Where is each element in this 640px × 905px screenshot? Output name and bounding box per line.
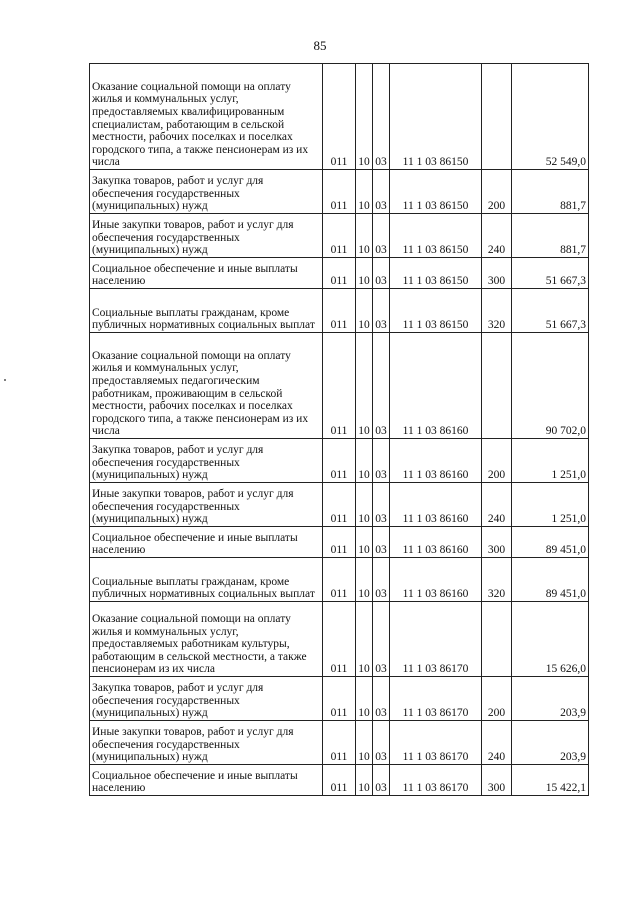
table-row [90,677,589,721]
ministry-code: 011 [323,64,356,170]
table-row [90,333,589,439]
row-description: Оказание социальной помощи на оплату жилья и коммунальных услуг, предоставляемых педагогическим работникам, проживающим в сельской местности, рабочих поселках и поселках городского типа, а также пенсионерам из их числа [90,333,323,439]
amount-value: 15 626,0 [512,602,589,677]
subsection-code: 03 [373,289,390,333]
table-row [90,439,589,483]
subsection-code: 03 [373,602,390,677]
program-code: 11 1 03 86170 [390,721,482,765]
amount-value: 89 451,0 [512,558,589,602]
amount-value: 1 251,0 [512,439,589,483]
program-code: 11 1 03 86170 [390,602,482,677]
budget-table-body [90,64,589,796]
subsection-code: 03 [373,677,390,721]
program-code: 11 1 03 86150 [390,64,482,170]
section-code: 10 [356,439,373,483]
table-row [90,258,589,289]
table-row [90,765,589,796]
row-description: Оказание социальной помощи на оплату жилья и коммунальных услуг, предоставляемых квалифицированным специалистам, работающим в сельской местности, рабочих поселках и поселках городского типа, а также пенсионерам из их числа [90,64,323,170]
table-row [90,214,589,258]
ministry-code: 011 [323,721,356,765]
amount-value: 203,9 [512,721,589,765]
program-code: 11 1 03 86160 [390,558,482,602]
row-description: Закупка товаров, работ и услуг для обеспечения государственных (муниципальных) нужд [90,677,323,721]
budget-table [89,63,589,796]
row-description: Оказание социальной помощи на оплату жилья и коммунальных услуг, предоставляемых работникам культуры, работающим в сельской местности, а также пенсионерам из их числа [90,602,323,677]
subsection-code: 03 [373,258,390,289]
section-code: 10 [356,170,373,214]
row-description: Социальное обеспечение и иные выплаты населению [90,258,323,289]
section-code: 10 [356,333,373,439]
amount-value: 15 422,1 [512,765,589,796]
amount-value: 881,7 [512,214,589,258]
expense-type-code: 240 [482,721,512,765]
ministry-code: 011 [323,527,356,558]
section-code: 10 [356,527,373,558]
subsection-code: 03 [373,333,390,439]
table-row [90,602,589,677]
table-row [90,289,589,333]
row-description: Социальные выплаты гражданам, кроме публичных нормативных социальных выплат [90,289,323,333]
program-code: 11 1 03 86160 [390,527,482,558]
ministry-code: 011 [323,333,356,439]
table-row [90,721,589,765]
row-description: Закупка товаров, работ и услуг для обеспечения государственных (муниципальных) нужд [90,170,323,214]
table-row [90,527,589,558]
amount-value: 51 667,3 [512,258,589,289]
ministry-code: 011 [323,677,356,721]
expense-type-code [482,602,512,677]
subsection-code: 03 [373,558,390,602]
row-description: Иные закупки товаров, работ и услуг для обеспечения государственных (муниципальных) нужд [90,214,323,258]
subsection-code: 03 [373,765,390,796]
table-row [90,558,589,602]
expense-type-code [482,64,512,170]
ministry-code: 011 [323,765,356,796]
table-row [90,64,589,170]
ministry-code: 011 [323,214,356,258]
table-row [90,483,589,527]
section-code: 10 [356,677,373,721]
ministry-code: 011 [323,558,356,602]
section-code: 10 [356,765,373,796]
row-description: Закупка товаров, работ и услуг для обеспечения государственных (муниципальных) нужд [90,439,323,483]
row-description: Социальное обеспечение и иные выплаты населению [90,527,323,558]
section-code: 10 [356,483,373,527]
program-code: 11 1 03 86150 [390,258,482,289]
program-code: 11 1 03 86160 [390,333,482,439]
program-code: 11 1 03 86160 [390,439,482,483]
section-code: 10 [356,64,373,170]
program-code: 11 1 03 86170 [390,765,482,796]
amount-value: 203,9 [512,677,589,721]
ministry-code: 011 [323,602,356,677]
section-code: 10 [356,258,373,289]
expense-type-code: 200 [482,170,512,214]
row-description: Иные закупки товаров, работ и услуг для обеспечения государственных (муниципальных) нужд [90,721,323,765]
program-code: 11 1 03 86160 [390,483,482,527]
program-code: 11 1 03 86170 [390,677,482,721]
section-code: 10 [356,721,373,765]
ministry-code: 011 [323,289,356,333]
amount-value: 881,7 [512,170,589,214]
expense-type-code [482,333,512,439]
amount-value: 89 451,0 [512,527,589,558]
subsection-code: 03 [373,483,390,527]
expense-type-code: 200 [482,677,512,721]
expense-type-code: 240 [482,214,512,258]
ministry-code: 011 [323,170,356,214]
amount-value: 51 667,3 [512,289,589,333]
subsection-code: 03 [373,170,390,214]
amount-value: 90 702,0 [512,333,589,439]
amount-value: 1 251,0 [512,483,589,527]
expense-type-code: 300 [482,527,512,558]
expense-type-code: 320 [482,558,512,602]
subsection-code: 03 [373,721,390,765]
program-code: 11 1 03 86150 [390,289,482,333]
program-code: 11 1 03 86150 [390,170,482,214]
expense-type-code: 200 [482,439,512,483]
ministry-code: 011 [323,258,356,289]
expense-type-code: 240 [482,483,512,527]
scan-speck [4,379,6,381]
expense-type-code: 320 [482,289,512,333]
table-row [90,170,589,214]
program-code: 11 1 03 86150 [390,214,482,258]
subsection-code: 03 [373,64,390,170]
ministry-code: 011 [323,483,356,527]
expense-type-code: 300 [482,765,512,796]
row-description: Иные закупки товаров, работ и услуг для обеспечения государственных (муниципальных) нужд [90,483,323,527]
page-number: 85 [313,38,327,53]
row-description: Социальные выплаты гражданам, кроме публичных нормативных социальных выплат [90,558,323,602]
amount-value: 52 549,0 [512,64,589,170]
section-code: 10 [356,558,373,602]
ministry-code: 011 [323,439,356,483]
section-code: 10 [356,214,373,258]
subsection-code: 03 [373,527,390,558]
section-code: 10 [356,602,373,677]
subsection-code: 03 [373,439,390,483]
expense-type-code: 300 [482,258,512,289]
subsection-code: 03 [373,214,390,258]
row-description: Социальное обеспечение и иные выплаты населению [90,765,323,796]
section-code: 10 [356,289,373,333]
